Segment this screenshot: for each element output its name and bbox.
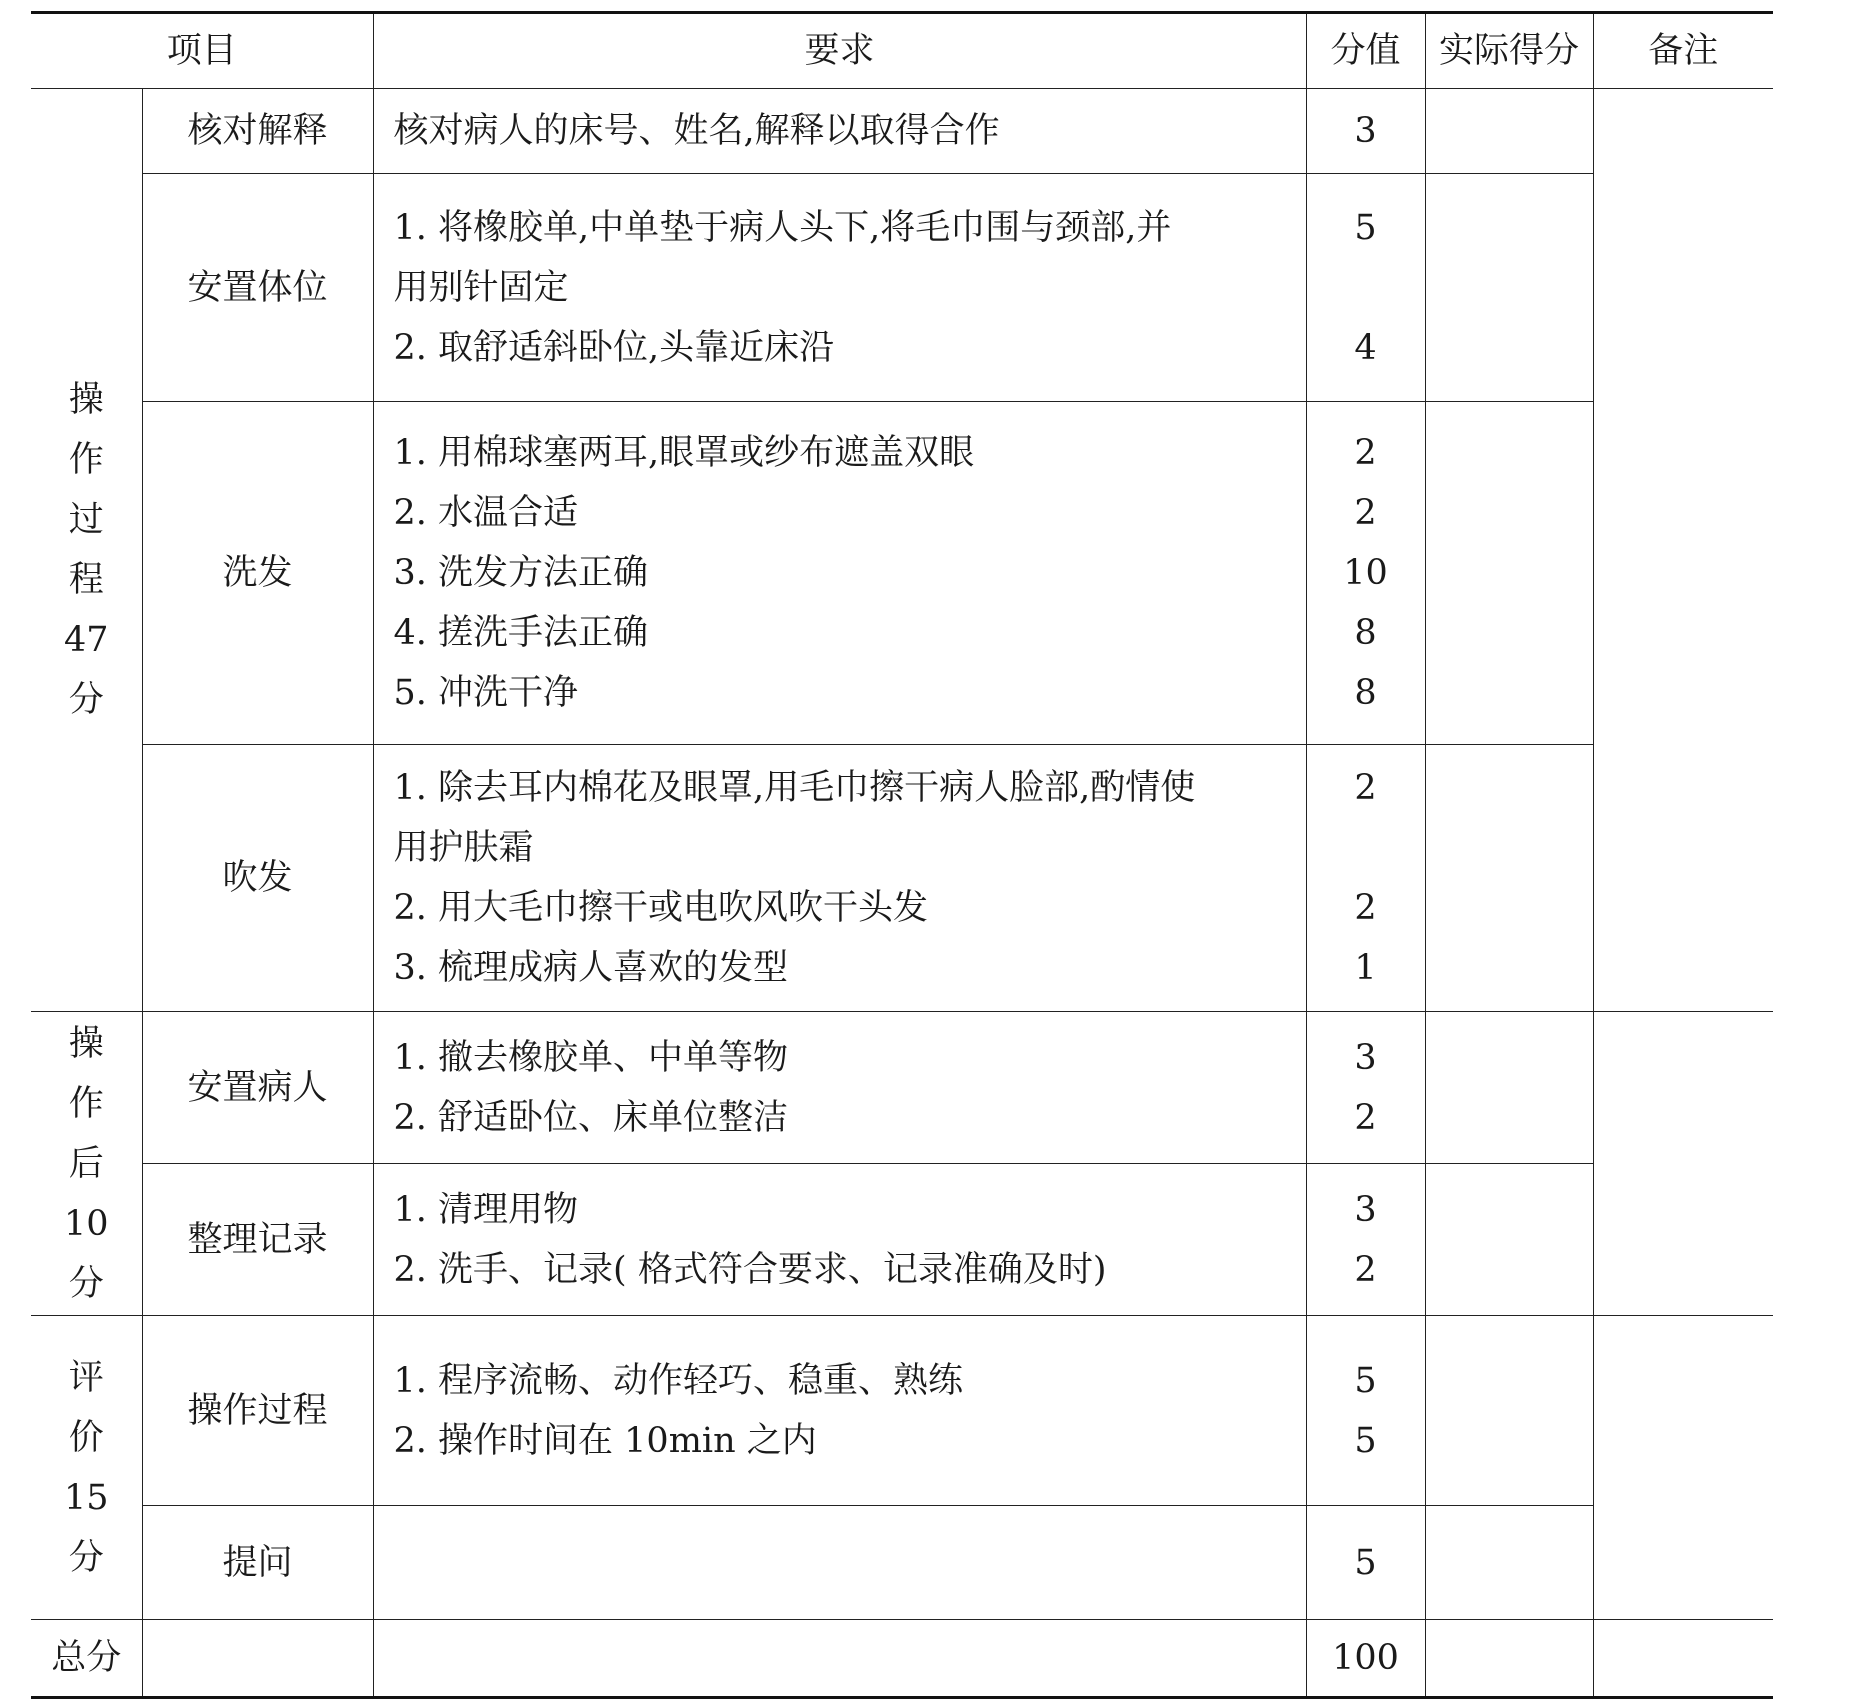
remarks-cell[interactable] [1593, 1012, 1773, 1316]
table-row [31, 1012, 1773, 1164]
actual-score-cell[interactable] [1425, 745, 1593, 1012]
points-cell: 5 5 [1306, 1316, 1425, 1506]
points-cell: 3 2 [1306, 1164, 1425, 1316]
requirement-cell: 核对病人的床号、姓名,解释以取得合作 [373, 89, 1306, 174]
remarks-cell[interactable] [1593, 89, 1773, 1012]
item-name: 提问 [142, 1506, 373, 1620]
header-actual-score: 实际得分 [1425, 13, 1593, 89]
actual-score-cell[interactable] [1425, 1316, 1593, 1506]
stage-label-post-op: 操 作 后 10 分 [31, 1012, 142, 1316]
table-row [31, 402, 1773, 745]
points-cell: 3 2 [1306, 1012, 1425, 1164]
requirement-cell: 1. 清理用物 2. 洗手、记录( 格式符合要求、记录准确及时) [373, 1164, 1306, 1316]
requirement-cell: 1. 撤去橡胶单、中单等物 2. 舒适卧位、床单位整洁 [373, 1012, 1306, 1164]
points-cell: 5 4 [1306, 174, 1425, 402]
points-cell: 3 [1306, 89, 1425, 174]
remarks-cell[interactable] [1593, 1316, 1773, 1620]
total-row [31, 1620, 1773, 1698]
header-points: 分值 [1306, 13, 1425, 89]
points-cell: 2 2 1 [1306, 745, 1425, 1012]
requirement-cell [373, 1506, 1306, 1620]
scoring-table [31, 11, 1773, 1699]
table-row [31, 1164, 1773, 1316]
requirement-cell: 1. 将橡胶单,中单垫于病人头下,将毛巾围与颈部,并 用别针固定 2. 取舒适斜卧位,头靠近床沿 [373, 174, 1306, 402]
header-remarks: 备注 [1593, 13, 1773, 89]
actual-score-cell[interactable] [1425, 1506, 1593, 1620]
actual-score-cell[interactable] [1425, 1012, 1593, 1164]
header-item: 项目 [31, 13, 373, 89]
actual-score-cell[interactable] [1425, 1164, 1593, 1316]
points-cell: 2 2 10 8 8 [1306, 402, 1425, 745]
stage-label-process: 操 作 过 程 47 分 [31, 89, 142, 1012]
table-row [31, 89, 1773, 174]
requirement-cell: 1. 除去耳内棉花及眼罩,用毛巾擦干病人脸部,酌情使 用护肤霜 2. 用大毛巾擦干或电吹风吹干头发 3. 梳理成病人喜欢的发型 [373, 745, 1306, 1012]
table-row [31, 1506, 1773, 1620]
table-row [31, 174, 1773, 402]
actual-score-cell[interactable] [1425, 174, 1593, 402]
item-name: 操作过程 [142, 1316, 373, 1506]
scoring-sheet [31, 11, 1773, 1699]
table-row [31, 745, 1773, 1012]
points-cell: 5 [1306, 1506, 1425, 1620]
header-row [31, 13, 1773, 89]
total-actual-score-cell[interactable] [1425, 1620, 1593, 1698]
requirement-cell: 1. 用棉球塞两耳,眼罩或纱布遮盖双眼 2. 水温合适 3. 洗发方法正确 4. 搓洗手法正确 5. 冲洗干净 [373, 402, 1306, 745]
item-name: 吹发 [142, 745, 373, 1012]
item-name: 整理记录 [142, 1164, 373, 1316]
item-name: 安置体位 [142, 174, 373, 402]
stage-label-evaluation: 评 价 15 分 [31, 1316, 142, 1620]
item-name: 安置病人 [142, 1012, 373, 1164]
total-label: 总分 [31, 1620, 142, 1698]
item-name: 核对解释 [142, 89, 373, 174]
actual-score-cell[interactable] [1425, 89, 1593, 174]
requirement-cell: 1. 程序流畅、动作轻巧、稳重、熟练 2. 操作时间在 10min 之内 [373, 1316, 1306, 1506]
total-points: 100 [1306, 1620, 1425, 1698]
header-requirement: 要求 [373, 13, 1306, 89]
total-remarks-cell[interactable] [1593, 1620, 1773, 1698]
actual-score-cell[interactable] [1425, 402, 1593, 745]
table-row [31, 1316, 1773, 1506]
item-name: 洗发 [142, 402, 373, 745]
